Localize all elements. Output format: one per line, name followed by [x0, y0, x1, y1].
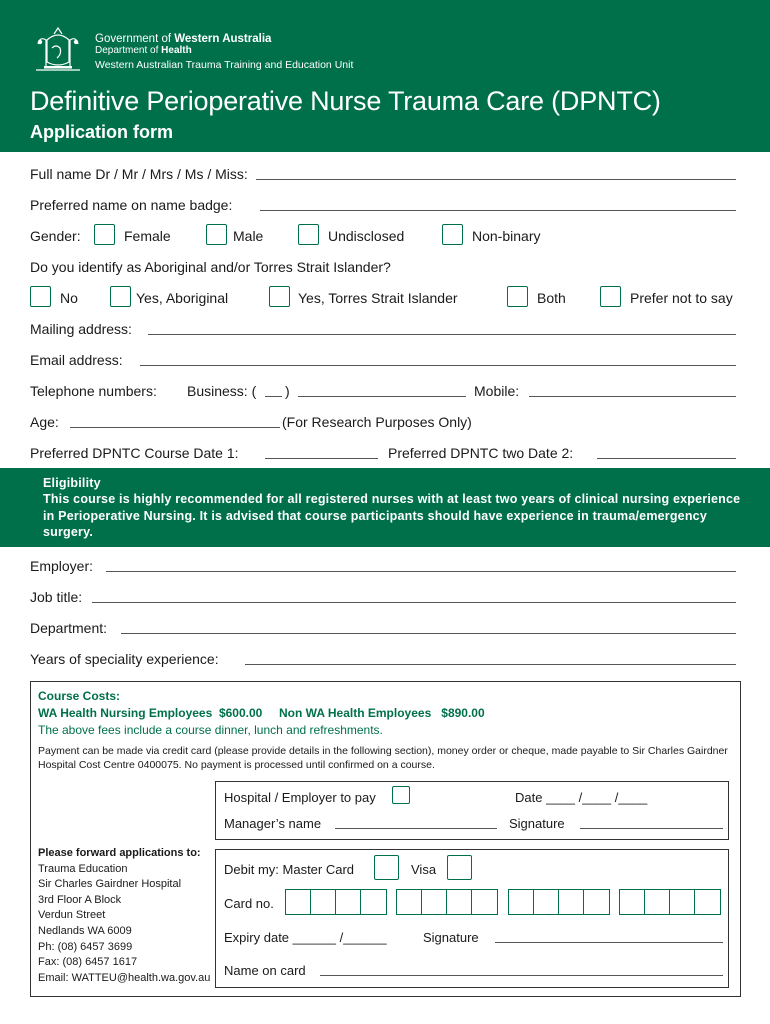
visa-label: Visa	[411, 862, 437, 877]
prefer-not-label: Prefer not to say	[630, 290, 733, 306]
card-signature-field[interactable]	[495, 942, 723, 943]
gender-undisclosed-checkbox[interactable]	[298, 224, 319, 245]
department-field[interactable]	[121, 633, 736, 634]
forward-address	[38, 846, 210, 986]
gender-nonbinary-label: Non-binary	[472, 228, 541, 244]
employer-date[interactable]: Date ____ /____ /____	[515, 790, 648, 805]
wa-price-label: WA Health Nursing Employees	[38, 706, 213, 720]
card-digits-group-4[interactable]	[619, 889, 721, 915]
email-label: Email address:	[30, 352, 123, 368]
visa-checkbox[interactable]	[447, 855, 472, 880]
hospital-pay-label: Hospital / Employer to pay	[224, 790, 376, 805]
forward-email-link[interactable]: Email: WATTEU@health.wa.gov.au	[38, 971, 211, 984]
non-wa-price: $890.00	[441, 706, 485, 720]
header-banner	[0, 0, 770, 152]
age-field[interactable]	[70, 427, 280, 428]
employer-signature-label: Signature	[509, 816, 565, 831]
aboriginal-question: Do you identify as Aboriginal and/or Torres Strait Islander?	[30, 259, 391, 275]
card-no-label: Card no.	[224, 896, 274, 911]
torres-strait-label: Yes, Torres Strait Islander	[298, 290, 458, 306]
forward-line: Fax: (08) 6457 1617	[38, 956, 138, 969]
date1-field[interactable]	[265, 458, 378, 459]
employer-signature-field[interactable]	[580, 828, 723, 829]
dept-line: Department of Health	[95, 45, 192, 56]
full-name-field[interactable]	[256, 179, 736, 180]
age-label: Age:	[30, 414, 59, 430]
torres-strait-checkbox[interactable]	[269, 286, 290, 307]
forward-line: Ph: (08) 6457 3699	[38, 940, 133, 953]
both-checkbox[interactable]	[507, 286, 528, 307]
payment-note: Payment can be made via credit card (please provide details in the following section), money order or cheque, made payable to Sir Charles Gairdner Hospital Cost Centre 0400075. No payment is processed until confirmed on a course.	[38, 745, 728, 771]
forward-line: Nedlands WA 6009	[38, 924, 132, 937]
page-title: Definitive Perioperative Nurse Trauma Care (DPNTC)	[30, 86, 661, 116]
gender-male-label: Male	[233, 228, 264, 244]
wa-crest-logo	[30, 26, 86, 72]
job-title-field[interactable]	[92, 602, 736, 603]
aboriginal-yes-label: Yes, Aboriginal	[136, 290, 229, 306]
business-label: Business: (	[187, 383, 257, 399]
business-close: )	[285, 383, 290, 399]
date1-label: Preferred DPNTC Course Date 1:	[30, 445, 239, 461]
gender-nonbinary-checkbox[interactable]	[442, 224, 463, 245]
forward-line: 3rd Floor A Block	[38, 893, 122, 906]
card-digits-group-1[interactable]	[285, 889, 387, 915]
gender-female-checkbox[interactable]	[94, 224, 115, 245]
age-note: (For Research Purposes Only)	[282, 414, 472, 430]
non-wa-price-label: Non WA Health Employees	[279, 706, 432, 720]
prefer-not-checkbox[interactable]	[600, 286, 621, 307]
card-signature-label: Signature	[423, 930, 479, 945]
years-field[interactable]	[245, 664, 736, 665]
aboriginal-yes-checkbox[interactable]	[110, 286, 131, 307]
cost-prices	[38, 706, 485, 720]
telephone-label: Telephone numbers:	[30, 383, 157, 399]
name-on-card-label: Name on card	[224, 963, 306, 978]
eligibility-banner	[0, 468, 770, 547]
card-digits-group-2[interactable]	[396, 889, 498, 915]
wa-price: $600.00	[218, 706, 263, 720]
aboriginal-no-checkbox[interactable]	[30, 286, 51, 307]
aboriginal-no-label: No	[60, 290, 78, 306]
eligibility-body: This course is highly recommended for all registered nurses with at least two years of clinical nursing experience in Perioperative Nursing. It is advised that course participants should have experience in trauma/emergency surgery.	[43, 492, 741, 539]
forward-title: Please forward applications to:	[38, 847, 201, 859]
preferred-name-field[interactable]	[260, 210, 736, 211]
employer-field[interactable]	[106, 571, 736, 572]
business-phone-field[interactable]	[298, 396, 466, 397]
cost-title: Course Costs:	[38, 689, 121, 703]
employer-label: Employer:	[30, 558, 94, 574]
fees-note: The above fees include a course dinner, lunch and refreshments.	[38, 723, 383, 737]
gender-undisclosed-label: Undisclosed	[328, 228, 405, 244]
card-payment-box	[215, 849, 729, 988]
eligibility-title: Eligibility	[43, 476, 101, 490]
debit-label: Debit my: Master Card	[224, 862, 355, 877]
unit-line: Western Australian Trauma Training and Education Unit	[95, 59, 354, 71]
full-name-label: Full name Dr / Mr / Mrs / Ms / Miss:	[30, 166, 248, 182]
course-costs-box	[30, 681, 741, 997]
department-label: Department:	[30, 620, 108, 636]
card-digits-group-3[interactable]	[508, 889, 610, 915]
gender-male-checkbox[interactable]	[206, 224, 227, 245]
email-field[interactable]	[140, 365, 736, 366]
forward-line: Sir Charles Gairdner Hospital	[38, 878, 182, 891]
employer-pay-box	[215, 781, 729, 840]
years-label: Years of speciality experience:	[30, 651, 219, 667]
hospital-pay-checkbox[interactable]	[392, 786, 410, 804]
manager-name-label: Manager’s name	[224, 816, 322, 831]
date2-field[interactable]	[597, 458, 736, 459]
preferred-name-label: Preferred name on name badge:	[30, 197, 233, 213]
job-title-label: Job title:	[30, 589, 83, 605]
area-code-field[interactable]	[265, 396, 282, 397]
gov-line: Government of Western Australia	[95, 33, 272, 45]
page-subtitle: Application form	[30, 122, 173, 142]
manager-name-field[interactable]	[335, 828, 497, 829]
mastercard-checkbox[interactable]	[374, 855, 399, 880]
date2-label: Preferred DPNTC two Date 2:	[388, 445, 574, 461]
mailing-label: Mailing address:	[30, 321, 132, 337]
forward-line: Trauma Education	[38, 862, 128, 875]
name-on-card-field[interactable]	[320, 975, 723, 976]
mobile-label: Mobile:	[474, 383, 520, 399]
gender-label: Gender:	[30, 228, 81, 244]
mobile-field[interactable]	[529, 396, 736, 397]
forward-line: Verdun Street	[38, 909, 106, 922]
expiry-date[interactable]: Expiry date ______ /______	[224, 930, 387, 945]
gender-female-label: Female	[124, 228, 171, 244]
both-label: Both	[537, 290, 566, 306]
mailing-field[interactable]	[148, 334, 736, 335]
